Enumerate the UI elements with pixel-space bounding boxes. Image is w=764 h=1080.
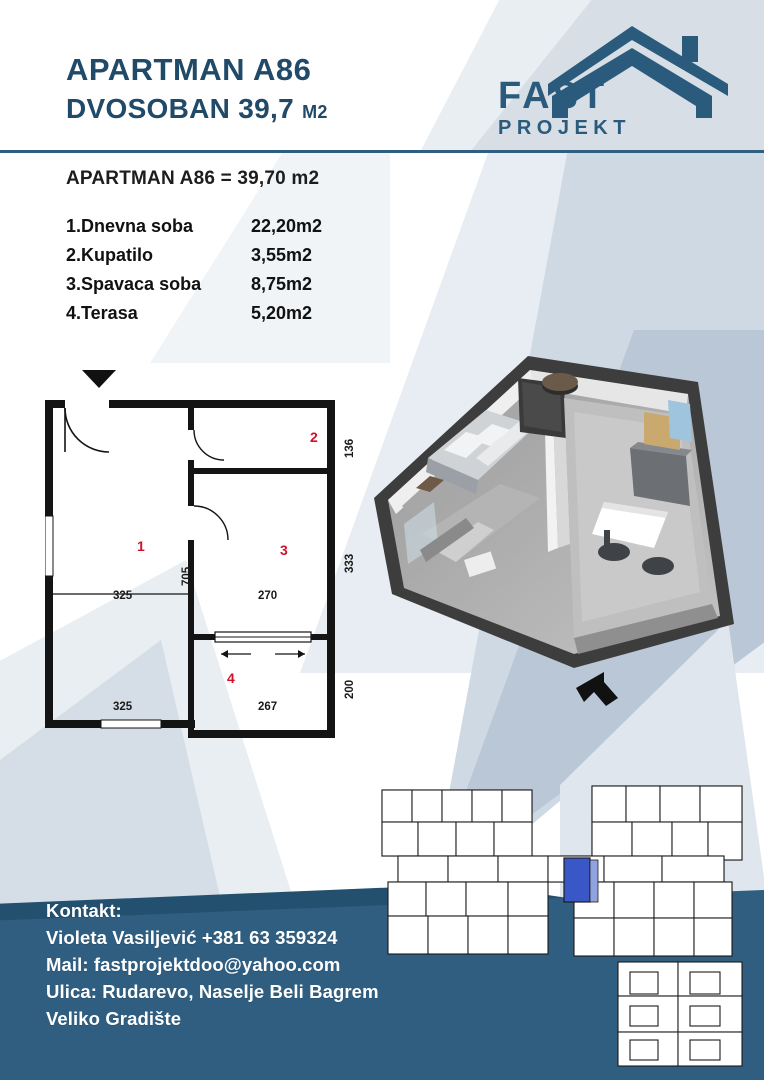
dim-terrace-height: 200 <box>344 679 356 699</box>
dim-living-width-top: 325 <box>113 590 133 602</box>
contact-phone: Violeta Vasiljević +381 63 359324 <box>46 927 338 948</box>
area-value: 5,20m2 <box>251 303 313 323</box>
table-row <box>66 212 371 241</box>
area-value: 3,55m2 <box>251 245 313 265</box>
page-title <box>66 52 328 129</box>
dim-living-width-bottom: 325 <box>113 701 133 713</box>
logo-name-bottom: PROJEKT <box>498 117 631 139</box>
room-number-1: 1 <box>137 538 145 554</box>
dim-living-height: 705 <box>181 566 193 586</box>
area-value: 22,20m2 <box>251 216 323 236</box>
dim-bedroom-height: 333 <box>344 553 356 573</box>
3d-render <box>368 338 748 688</box>
pointer-arrow-icon <box>574 668 620 708</box>
dim-bedroom-width: 270 <box>258 590 278 602</box>
company-logo <box>498 22 728 140</box>
area-label: 4.Terasa <box>66 303 138 323</box>
table-row <box>66 299 371 328</box>
room-number-2: 2 <box>310 429 318 445</box>
area-value: 8,75m2 <box>251 274 313 294</box>
contact-block <box>46 897 379 1032</box>
apartment-subtitle-unit: M2 <box>302 102 328 122</box>
area-table-heading: APARTMAN A86 = 39,70 m2 <box>66 168 320 189</box>
contact-city: Veliko Gradište <box>46 1008 182 1029</box>
dim-bath-height: 136 <box>344 438 356 458</box>
building-site-plan <box>378 776 746 1072</box>
contact-address: Ulica: Rudarevo, Naselje Beli Bagrem <box>46 981 379 1002</box>
area-label: 3.Spavaca soba <box>66 274 202 294</box>
room-number-4: 4 <box>227 670 235 686</box>
area-table <box>66 168 371 328</box>
contact-email[interactable]: Mail: fastprojektdoo@yahoo.com <box>46 954 341 975</box>
highlighted-apartment <box>564 858 590 902</box>
floor-plan-drawing <box>45 396 350 738</box>
contact-heading: Kontakt: <box>46 900 122 921</box>
apartment-subtitle <box>66 92 328 129</box>
area-label: 1.Dnevna soba <box>66 216 194 236</box>
apartment-title: APARTMAN A86 <box>66 52 312 87</box>
table-row <box>66 270 371 299</box>
3d-render-image <box>368 338 748 688</box>
floor-plan <box>45 396 356 738</box>
dim-terrace-width: 267 <box>258 701 278 713</box>
entry-arrow-icon <box>82 370 116 388</box>
logo-name-top: FAST <box>498 75 608 117</box>
room-number-3: 3 <box>280 542 288 558</box>
table-row <box>66 241 371 270</box>
site-plan-drawing <box>378 776 746 1072</box>
apartment-subtitle-text: DVOSOBAN 39,7 <box>66 93 294 124</box>
area-label: 2.Kupatilo <box>66 245 154 265</box>
